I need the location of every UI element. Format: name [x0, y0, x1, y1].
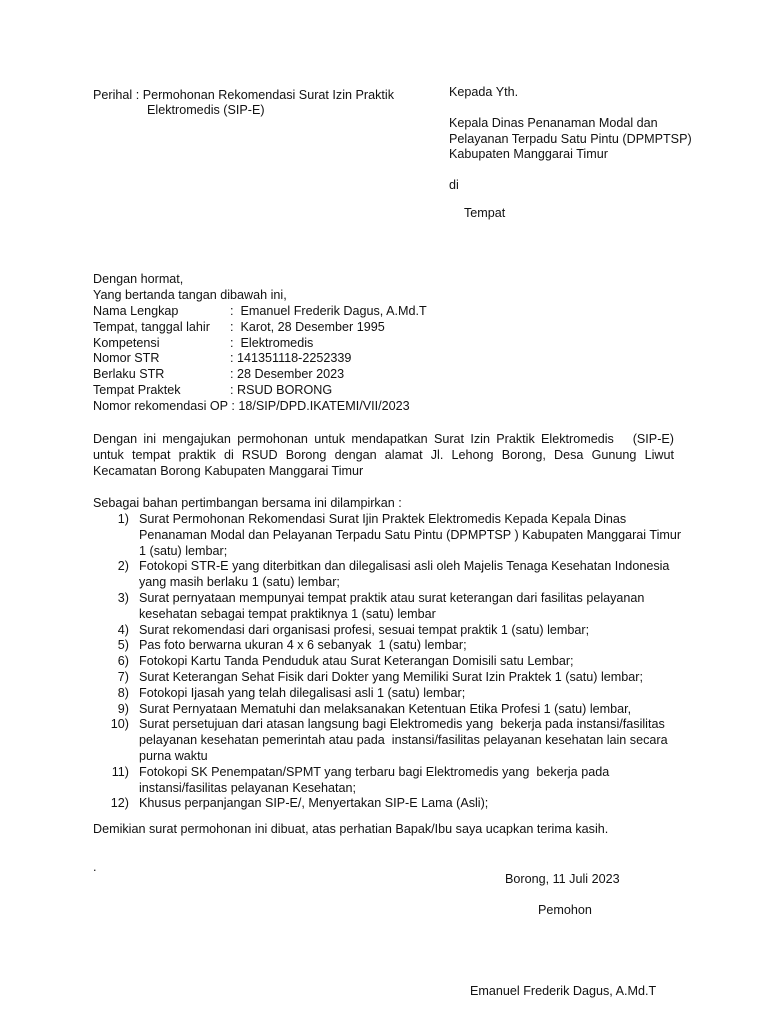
field-row	[93, 320, 427, 336]
field-separator: :	[230, 351, 237, 366]
field-row	[93, 351, 427, 367]
list-item-text: Fotokopi Ijasah yang telah dilegalisasi asli 1 (satu) lembar;	[139, 685, 466, 700]
greeting-line: Dengan hormat,	[93, 272, 184, 286]
field-value: Elektromedis	[240, 335, 314, 350]
list-item-text: Khusus perpanjangan SIP-E/, Menyertakan SIP-E Lama (Asli);	[139, 796, 489, 811]
intro-line: Yang bertanda tangan dibawah ini,	[93, 287, 287, 302]
list-item	[93, 670, 683, 686]
greeting	[93, 272, 287, 304]
list-item-text: Pas foto berwarna ukuran 4 x 6 sebanyak 1 (satu) lembar;	[139, 638, 467, 653]
field-label: Tempat Praktek	[93, 382, 181, 397]
list-item	[93, 686, 683, 702]
field-row	[93, 383, 427, 399]
recipient-salutation: Kepada Yth.	[449, 85, 519, 99]
recipient-office: Kepala Dinas Penanaman Modal dan Pelayanan Terpadu Satu Pintu (DPMPTSP) Kabupaten Manggarai Timur	[449, 115, 692, 162]
field-value: Emanuel Frederik Dagus, A.Md.T	[240, 304, 427, 318]
recipient-place: Tempat	[464, 205, 506, 220]
field-separator: :	[230, 335, 241, 350]
field-label: Nama Lengkap	[93, 304, 179, 318]
list-item-number: 7)	[117, 669, 129, 684]
list-item	[93, 765, 683, 797]
field-label: Nomor STR	[93, 351, 160, 366]
list-item-number: 12)	[110, 796, 129, 811]
field-label: Tempat, tanggal lahir	[93, 319, 210, 334]
recipient-di: di	[449, 178, 459, 193]
field-separator: :	[230, 382, 237, 397]
list-item	[93, 702, 683, 718]
list-item	[93, 512, 683, 559]
field-value: 28 Desember 2023	[237, 367, 345, 382]
field-value: RSUD BORONG	[237, 382, 333, 397]
field-row-rekomendasi	[93, 399, 427, 415]
list-item	[93, 591, 683, 623]
list-item-number: 5)	[117, 638, 129, 653]
list-item-text: Surat pernyataan mempunyai tempat praktik atau surat keterangan dari fasilitas pelayanan kesehatan sebagai tempat praktiknya 1 (satu) lembar	[139, 590, 645, 621]
list-item-text: Fotokopi SK Penempatan/SPMT yang terbaru bagi Elektromedis yang bekerja pada instansi/fasilitas pelayanan Kesehatan;	[139, 764, 613, 795]
list-item-number: 6)	[117, 654, 129, 669]
list-item	[93, 559, 683, 591]
list-item-text: Surat Keterangan Sehat Fisik dari Dokter yang Memiliki Surat Izin Praktek 1 (satu) lembar;	[139, 669, 643, 684]
list-item-text: Fotokopi Kartu Tanda Penduduk atau Surat Keterangan Domisili satu Lembar;	[139, 654, 574, 669]
subject-line: Perihal : Permohonan Rekomendasi Surat Izin Praktik	[93, 88, 394, 102]
list-item-number: 4)	[117, 622, 129, 637]
attachments-list	[93, 512, 683, 812]
list-item-text: Fotokopi STR-E yang diterbitkan dan dilegalisasi asli oleh Majelis Tenaga Kesehatan Indonesia yang masih berlaku 1 (satu) lembar;	[139, 559, 670, 590]
signature-role: Pemohon	[538, 903, 592, 917]
list-item-text: Surat Permohonan Rekomendasi Surat Ijin Praktek Elektromedis Kepada Kepala Dinas Penanaman Modal dan Pelayanan Terpadu Satu Pintu (DPMPTSP ) Kabupaten Manggarai Timur 1 (satu) lembar;	[139, 512, 682, 558]
list-item-text: Surat persetujuan dari atasan langsung bagi Elektromedis yang bekerja pada instansi/fasilitas pelayanan kesehatan pemerintah atau pada instansi/fasilitas pelayanan kesehatan lain secara purna waktu	[139, 717, 672, 763]
field-row	[93, 367, 427, 383]
closing-sentence: Demikian surat permohonan ini dibuat, atas perhatian Bapak/Ibu saya ucapkan terima kasih.	[93, 822, 609, 836]
stray-dot: .	[93, 860, 97, 874]
attachments-intro: Sebagai bahan pertimbangan bersama ini dilampirkan :	[93, 496, 402, 510]
list-item-number: 11)	[111, 764, 129, 779]
field-row	[93, 304, 427, 320]
list-item-text: Surat rekomendasi dari organisasi profesi, sesuai tempat praktik 1 (satu) lembar;	[139, 622, 590, 637]
list-item	[93, 654, 683, 670]
field-row	[93, 336, 427, 352]
list-item-number: 3)	[117, 590, 129, 605]
signature-date: Borong, 11 Juli 2023	[505, 872, 620, 886]
list-item-number: 2)	[117, 559, 129, 574]
list-item	[93, 623, 683, 639]
list-item-text: Surat Pernyataan Mematuhi dan melaksanakan Ketentuan Etika Profesi 1 (satu) lembar,	[139, 701, 632, 716]
list-item-number: 10)	[110, 717, 129, 732]
field-value: Karot, 28 Desember 1995	[240, 319, 385, 334]
field-separator: :	[230, 304, 241, 318]
field-label: Kompetensi	[93, 335, 160, 350]
signature-name: Emanuel Frederik Dagus, A.Md.T	[470, 984, 657, 998]
request-paragraph: Dengan ini mengajukan permohonan untuk mendapatkan Surat Izin Praktik Elektromedis (SIP-E) untuk tempat praktik di RSUD Borong dengan alamat Jl. Lehong Borong, Desa Gunung Liwut Kecamatan Borong Kabupaten Manggarai Timur	[93, 432, 678, 478]
subject-line-continued: Elektromedis (SIP-E)	[147, 103, 265, 117]
field-separator: :	[230, 367, 237, 382]
list-item	[93, 717, 683, 764]
recipient-block	[449, 85, 699, 222]
list-item-number: 8)	[117, 685, 129, 700]
field-value: 141351118-2252339	[237, 351, 352, 366]
list-item	[93, 796, 683, 812]
field-separator: :	[230, 319, 241, 334]
list-item-number: 9)	[117, 701, 129, 716]
field-label: Berlaku STR	[93, 367, 165, 382]
list-item	[93, 638, 683, 654]
rekomendasi-line: Nomor rekomendasi OP : 18/SIP/DPD.IKATEMI/VII/2023	[93, 398, 410, 413]
applicant-fields	[93, 304, 427, 415]
list-item-number: 1)	[117, 512, 129, 526]
